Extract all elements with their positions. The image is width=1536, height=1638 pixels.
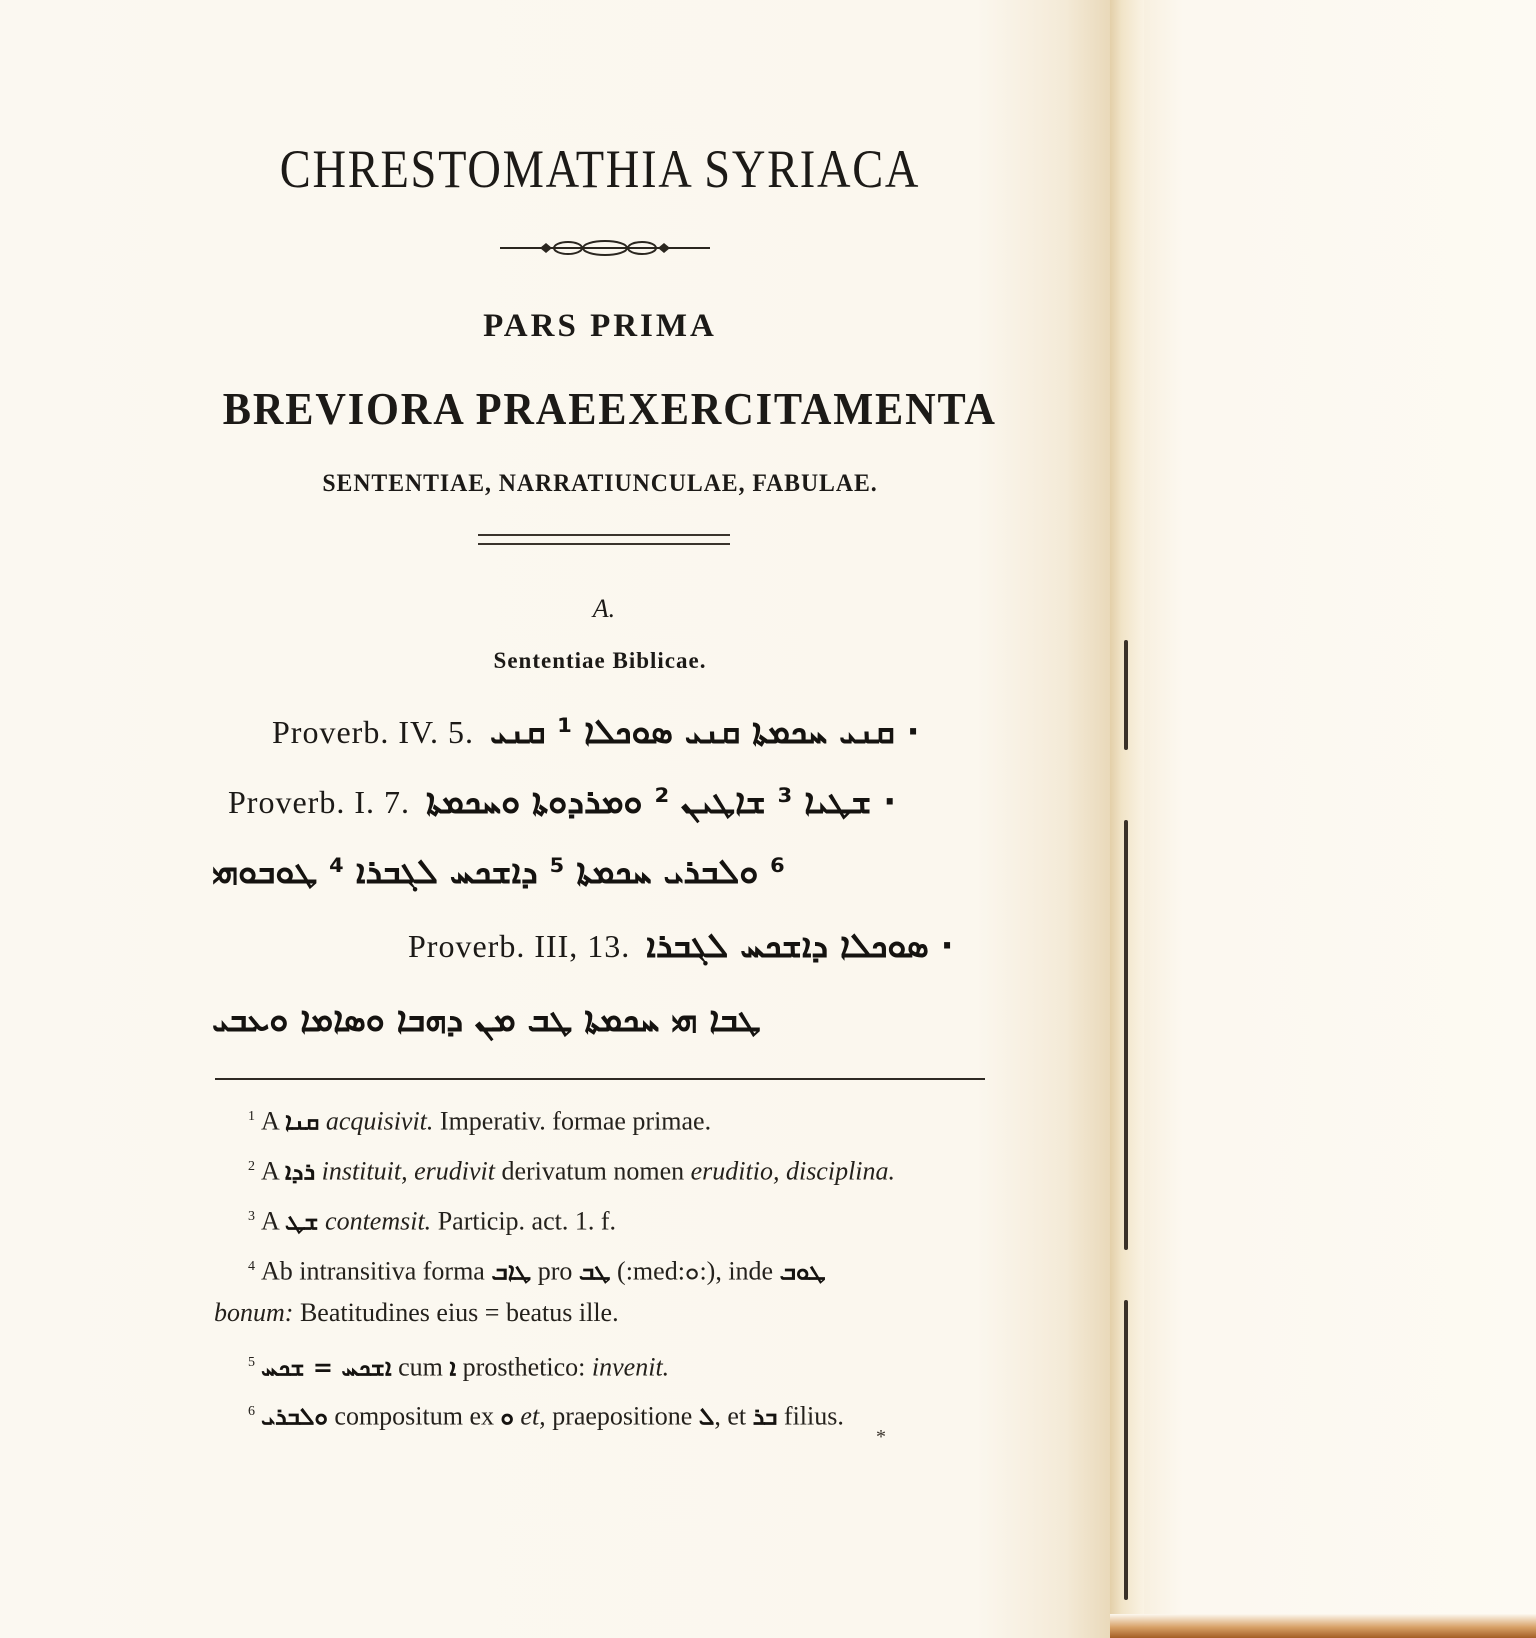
footnote-text: Ab intransitiva forma: [261, 1256, 485, 1286]
footnote-text: , et: [714, 1401, 753, 1431]
footnote-text: A: [261, 1156, 279, 1186]
verse-line: [228, 782, 896, 822]
footnote-rule: [215, 1078, 985, 1080]
footnote-number: 5: [248, 1355, 255, 1370]
section-title: BREVIORA PRAEEXERCITAMENTA: [222, 383, 997, 434]
footnote-text: praepositione: [545, 1401, 699, 1431]
syriac-text: · ܫܛܝܐ ³ ܫܐܛܝܢ ² ܘܡܪܕܘܬܐ ܘܚܟܡܬܐ: [425, 782, 897, 822]
footnote-text: A: [261, 1206, 279, 1236]
syriac-text: ܛܒܐ ܗܝ ܚܟܡܬܐ ܛܒ ܡܢ ܕܗܒܐ ܘܣܐܡܐ ܘܥܒܝ: [212, 1000, 761, 1040]
gutter-shadow-mark: [1124, 820, 1128, 1250]
syriac-text: · ܣܘܟܠܐ ܕܐܫܟܚ ܠܓܒܪܐ: [646, 926, 954, 966]
footnote-number: 3: [248, 1209, 255, 1224]
asterisk-mark: *: [876, 1426, 886, 1448]
right-page: [1144, 0, 1536, 1638]
footnote-text: cum: [391, 1352, 450, 1382]
subsection-rubric: Sententiae Biblicae.: [493, 648, 707, 673]
footnote: [248, 1200, 616, 1239]
syriac-text: ܠ: [698, 1402, 715, 1431]
syriac-text: ܪܕܐ: [284, 1157, 316, 1186]
syriac-text: ܫܛ: [284, 1207, 319, 1236]
book-title: CHRESTOMATHIA SYRIACA: [279, 139, 921, 199]
footnote-text: Imperativ. formae primae.: [433, 1106, 712, 1136]
syriac-text: · ܩܢܝ ܚܟܡܬܐ ܩܢܝ ܣܘܟܠܐ ¹ ܩܢܝ: [489, 712, 920, 752]
footnote-number: 4: [248, 1259, 255, 1274]
footnote: [248, 1395, 844, 1434]
footnote: [248, 1346, 669, 1385]
syriac-text: ܩܢܐ: [284, 1107, 320, 1136]
footnote-number: 6: [248, 1404, 255, 1419]
syriac-text: ܛܐܒ: [491, 1257, 532, 1286]
footnote-text: Particip. act. 1. f.: [431, 1206, 617, 1236]
verse-line: [408, 926, 954, 966]
verse-line: [212, 1000, 761, 1040]
footnote-text: instituit, erudivit: [315, 1156, 495, 1186]
footnote-text: derivatum nomen: [494, 1156, 691, 1186]
verse-line: [212, 852, 785, 892]
gutter-shadow-mark: [1124, 1300, 1128, 1600]
subsection-letter: A.: [592, 594, 616, 623]
footnote-text: acquisivit.: [319, 1106, 434, 1136]
footnote-continuation: [214, 1296, 619, 1330]
syriac-text: ܐ: [449, 1353, 457, 1382]
footnote-number: 2: [248, 1159, 255, 1174]
footnote-text: compositum ex: [327, 1401, 501, 1431]
footnote-text: contemsit.: [318, 1206, 432, 1236]
footnote: [248, 1250, 826, 1289]
page-edge-bottom: [1110, 1614, 1536, 1638]
footnote: [248, 1100, 711, 1139]
footnote-text: et,: [513, 1401, 546, 1431]
verse-line: [272, 712, 920, 752]
syriac-text: ܒܪ: [752, 1402, 778, 1431]
syriac-text: ⁶ ܘܠܒܪܝ ܚܟܡܬܐ ⁵ ܕܐܫܟܚ ܠܓܒܪܐ ⁴ ܛܘܒܘܗܝ: [212, 852, 786, 892]
footnote-text: invenit.: [591, 1352, 670, 1382]
syriac-text: ܛܒ: [578, 1257, 611, 1286]
footnote-text: bonum:: [214, 1298, 294, 1327]
footnote-text: filius.: [777, 1401, 844, 1431]
footnote-text: prosthetico:: [456, 1352, 592, 1382]
syriac-text: ܛܘܒ: [779, 1257, 826, 1286]
section-subtitle: SENTENTIAE, NARRATIUNCULAE, FABULAE.: [322, 470, 878, 497]
footnote-text: eruditio, disciplina.: [690, 1156, 896, 1186]
ornament-divider-icon: [500, 236, 710, 260]
footnote-text: A: [261, 1106, 279, 1136]
part-title: PARS PRIMA: [483, 308, 717, 344]
verse-reference: Proverb. I. 7.: [228, 784, 410, 820]
syriac-text: ܐܫܟܚ = ܫܟܚ: [261, 1353, 392, 1382]
syriac-text: ܘܠܒܪܝ: [261, 1402, 328, 1431]
gutter-shadow-mark: [1124, 640, 1128, 750]
footnote-text: (:med:ܘ:), inde: [610, 1256, 780, 1286]
footnote: [248, 1150, 895, 1189]
syriac-text: ܘ: [500, 1402, 514, 1431]
verse-reference: Proverb. IV. 5.: [272, 714, 474, 750]
footnote-text: Beatitudines eius = beatus ille.: [293, 1298, 619, 1327]
footnote-number: 1: [248, 1109, 255, 1124]
footnote-text: pro: [531, 1256, 579, 1286]
double-rule-divider: [478, 534, 730, 545]
verse-reference: Proverb. III, 13.: [408, 928, 631, 964]
